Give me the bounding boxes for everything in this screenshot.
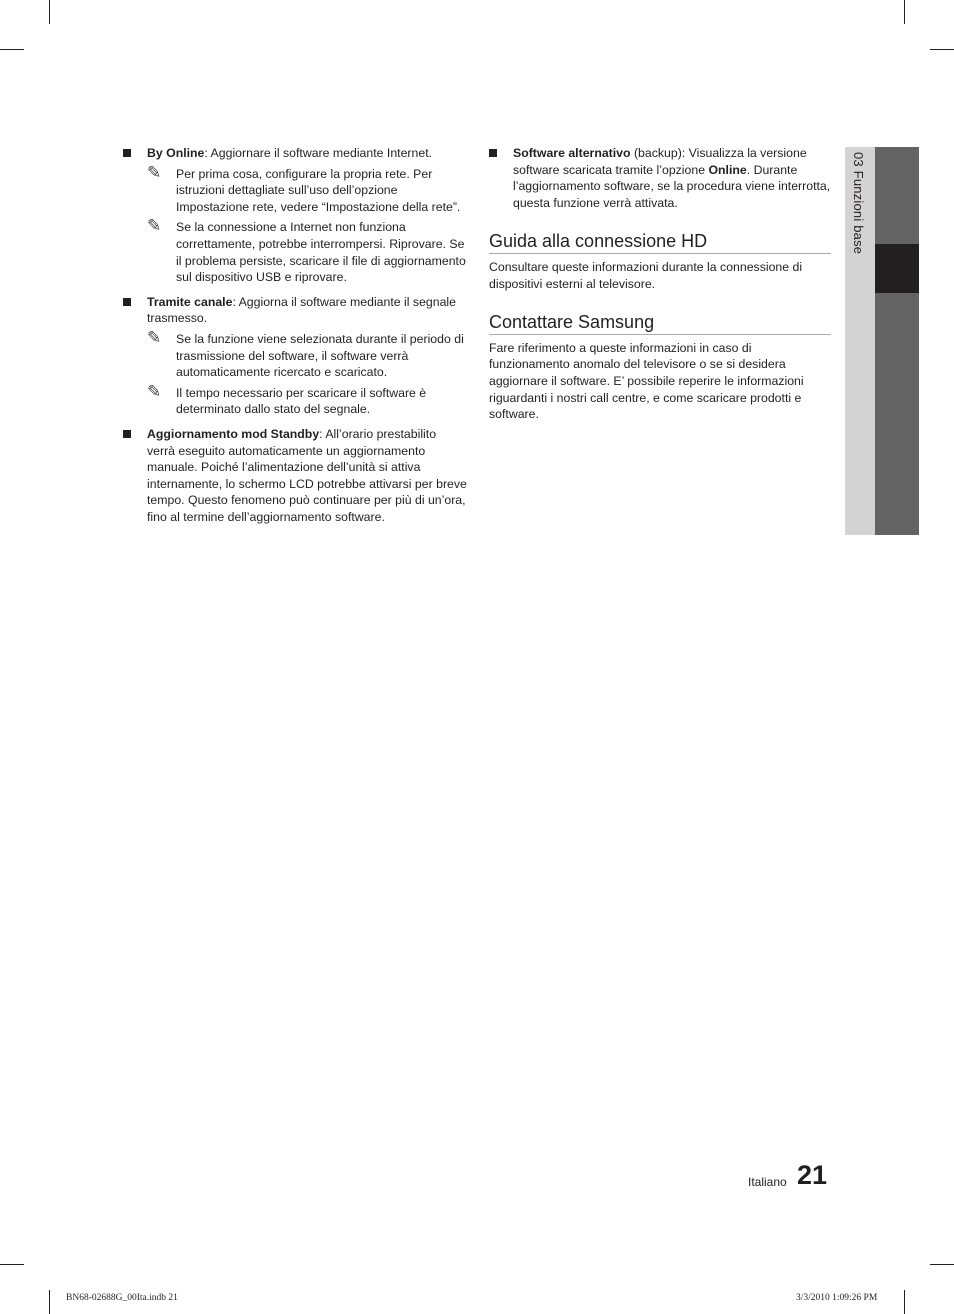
square-bullet-icon <box>123 430 131 438</box>
option-label: By Online <box>147 146 205 160</box>
note-text: Se la connessione a Internet non funziona correttamente, potrebbe interrompersi. Riprovare. Se il problema persiste, scaricare il file di aggiornamento sul dispositivo USB e riprovare. <box>176 220 466 285</box>
square-bullet-icon <box>123 149 131 157</box>
pencil-note-icon: ✎ <box>147 216 162 236</box>
note-text: Se la funzione viene selezionata durante il periodo di trasmissione del software, il software verrà automaticamente ricercato e scaricato. <box>176 331 464 380</box>
chapter-tab-active-marker <box>875 244 919 293</box>
print-slug-date: 3/3/2010 1:09:26 PM <box>796 1293 878 1303</box>
list-item <box>122 426 467 526</box>
print-slug-file: BN68-02688G_00Ita.indb 21 <box>66 1293 178 1303</box>
crop-mark <box>904 0 905 24</box>
tramite-canale-block <box>122 294 467 418</box>
by-online-block <box>122 145 467 286</box>
crop-mark <box>930 1264 954 1265</box>
crop-mark <box>49 0 50 24</box>
crop-mark <box>0 1264 24 1265</box>
section-hd-guide <box>489 233 831 292</box>
note <box>147 381 467 418</box>
note <box>147 162 467 216</box>
pencil-note-icon: ✎ <box>147 162 162 182</box>
square-bullet-icon <box>123 298 131 306</box>
left-column <box>122 145 467 533</box>
option-text: (backup): Visualizza la versione software scaricata tramite l’opzione <box>513 146 807 177</box>
pencil-note-icon: ✎ <box>147 381 162 401</box>
list-item <box>489 145 831 211</box>
note <box>147 216 467 285</box>
note <box>147 327 467 381</box>
pencil-note-icon: ✎ <box>147 327 162 347</box>
footer-language: Italiano <box>748 1175 787 1189</box>
crop-mark <box>930 49 954 50</box>
page-number: 21 <box>797 1160 828 1190</box>
option-label: Aggiornamento mod Standby <box>147 426 320 441</box>
crop-mark <box>0 49 24 50</box>
section-body: Consultare queste informazioni durante la connessione di dispositivi esterni al televisore. <box>489 259 803 291</box>
option-label: Tramite canale <box>147 294 233 309</box>
note-text: Per prima cosa, configurare la propria rete. Per istruzioni dettagliate sull’uso dell’opzione Impostazione rete, vedere “Impostazione della rete”. <box>176 166 461 214</box>
note-text: Il tempo necessario per scaricare il software è determinato dallo stato del segnale. <box>176 385 427 417</box>
chapter-tab-label: 03 Funzioni base <box>851 152 866 255</box>
section-body: Fare riferimento a queste informazioni in caso di funzionamento anomalo del televisore o se si desidera aggiornare il software. E’ possibile reperire le informazioni riguardanti i nostri call centre, e come scaricare prodotti e software. <box>489 340 804 422</box>
option-text: . Durante l’aggiornamento software, se la procedura viene interrotta, questa funzione verrà attivata. <box>513 162 831 210</box>
option-text: : Aggiornare il software mediante Internet. <box>204 146 433 160</box>
crop-mark <box>904 1290 905 1314</box>
square-bullet-icon <box>489 149 497 157</box>
section-title: Contattare Samsung <box>489 314 831 335</box>
list-item <box>122 294 467 418</box>
chapter-tab-dark <box>875 147 919 535</box>
option-keyword: Online <box>708 162 747 177</box>
crop-mark <box>49 1290 50 1314</box>
section-contact-samsung <box>489 314 831 423</box>
list-item <box>122 145 467 286</box>
option-text: : Aggiorna il software mediante il segnale trasmesso. <box>147 294 456 326</box>
section-title: Guida alla connessione HD <box>489 233 831 254</box>
right-column <box>489 145 831 423</box>
option-label: Software alternativo <box>513 146 631 160</box>
option-text: : All’orario prestabilito verrà eseguito automaticamente un aggiornamento manuale. Poiché l’alimentazione dell’unità si attiva internamente, lo schermo LCD potrebbe attivarsi per breve tempo. Questo fenomeno può continuare per più di un’ora, fino al termine dell’aggiornamento software. <box>147 426 467 524</box>
